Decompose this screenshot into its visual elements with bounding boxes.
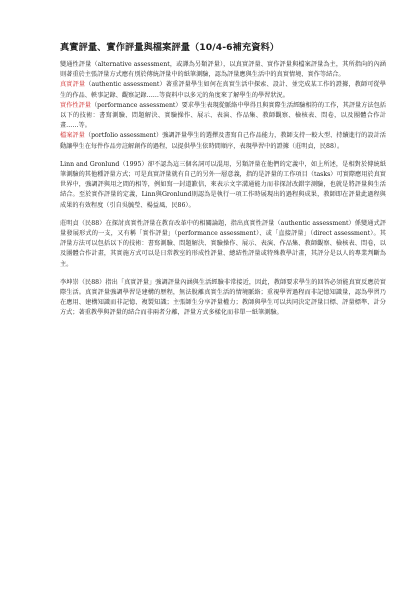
term-portfolio-assessment: 檔案評量 bbox=[60, 132, 85, 140]
term-authentic-assessment: 真實評量 bbox=[60, 81, 86, 89]
p1-intro: 變通性評量（alternative assessment，或譯為另類評量），以真實評量、實作評量與檔案評量為主，其所指向的內涵則著重於主張評量方式應有別於傳統評量中的紙筆測驗，認為評量應與生活中的真實情境、實作等結合。 bbox=[60, 61, 386, 79]
paragraph-1 bbox=[60, 60, 386, 152]
p1-portfolio-text: （portfolio assessment）強調評量學生的選擇及書寫自己作品能力，教師支持一較大型、持續進行的設計活動讓學生在每件作品旁註解創作的過程，以提供學生依時間順序，表現學習中的證據（莊明貞，民88）。 bbox=[60, 132, 386, 150]
p1-authentic-text: （authentic assessment）著重評量學生如何在真實生活中探索、設計、並完成某工作的證據，教師可從學生的作品、軼事記錄、觀察記錄……等資料中以多元的角度來了解學生的學習狀況。 bbox=[60, 81, 386, 99]
p1-performance-text: （performance assessment）要求學生表現從脈絡中學得且與實際生活經驗相符的工作，其評量方法包括以下的技術：書寫測驗、問題解決、實驗操作、展示、表演、作品集、教師觀察、檢核表、問卷，以及團體合作計畫……等。 bbox=[60, 101, 386, 130]
document-title: 真實評量、實作評量與檔案評量（10/4-6補充資料） bbox=[60, 42, 280, 53]
document-page bbox=[60, 42, 386, 319]
paragraph-3: 莊明貞（民88）在探討真實性評量在教育改革中的相關論題，指出真實性評量（authentic assessment）係變通式評量發展形式的一支，又有稱「實作評量」（performance assessment）、或「直接評量」（direct assessment）。其評量方法可以包括以下的技術：書寫測驗、問題解決、實驗操作、展示、表演、作品集、教師觀察、檢核表、問卷，以及團體合作計畫，其實施方式可以是日常教室的形成性評量、總結性評量或特殊教學計畫，其評分是以人的專業判斷為主。 bbox=[60, 219, 386, 268]
paragraph-2: Linn and Gronlund（1995）卻不認為這三個名詞可以混用，另類評量在他們的定義中，如上所述，是相對於傳統紙筆測驗的其他種評量方式；可是真實評量就有自己的另外一層意義，指的是評量的工作項目（tasks）可實際應用於真實世界中，強調評與用之間的相等，例如寫一封道歉信，來表示文字溝通能力而非探討改錯字測驗，也就是將評量與生活結合。至於實作評量的定義，Linn與Gronlund則認為是執行一項工作時展現出的過程與成果，教師即在評量此過程與成果的有效程度（引自吳毓瑩、楊益風，民86）。 bbox=[60, 160, 386, 209]
term-performance-assessment: 實作性評量 bbox=[60, 101, 91, 109]
paragraph-4: 李坤崇（民88）指出「真實評量」強調評量內涵與生活經驗非常接近，因此，教師要求學生的回答必須能真實反應於實際生活。真實評量強調學習是建構的歷程，無法脫離真實生活的情境脈絡；重視學習過程而非記憶知識量，認為學習乃在應用、建構知識而非記憶、複製知識；主張師生分享評量權力；教師與學生可以共同決定評量目標、評量標準、計分方式；著重教學與評量的結合而非兩者分離，評量方式多樣化而非單一紙筆測驗。 bbox=[60, 278, 386, 317]
